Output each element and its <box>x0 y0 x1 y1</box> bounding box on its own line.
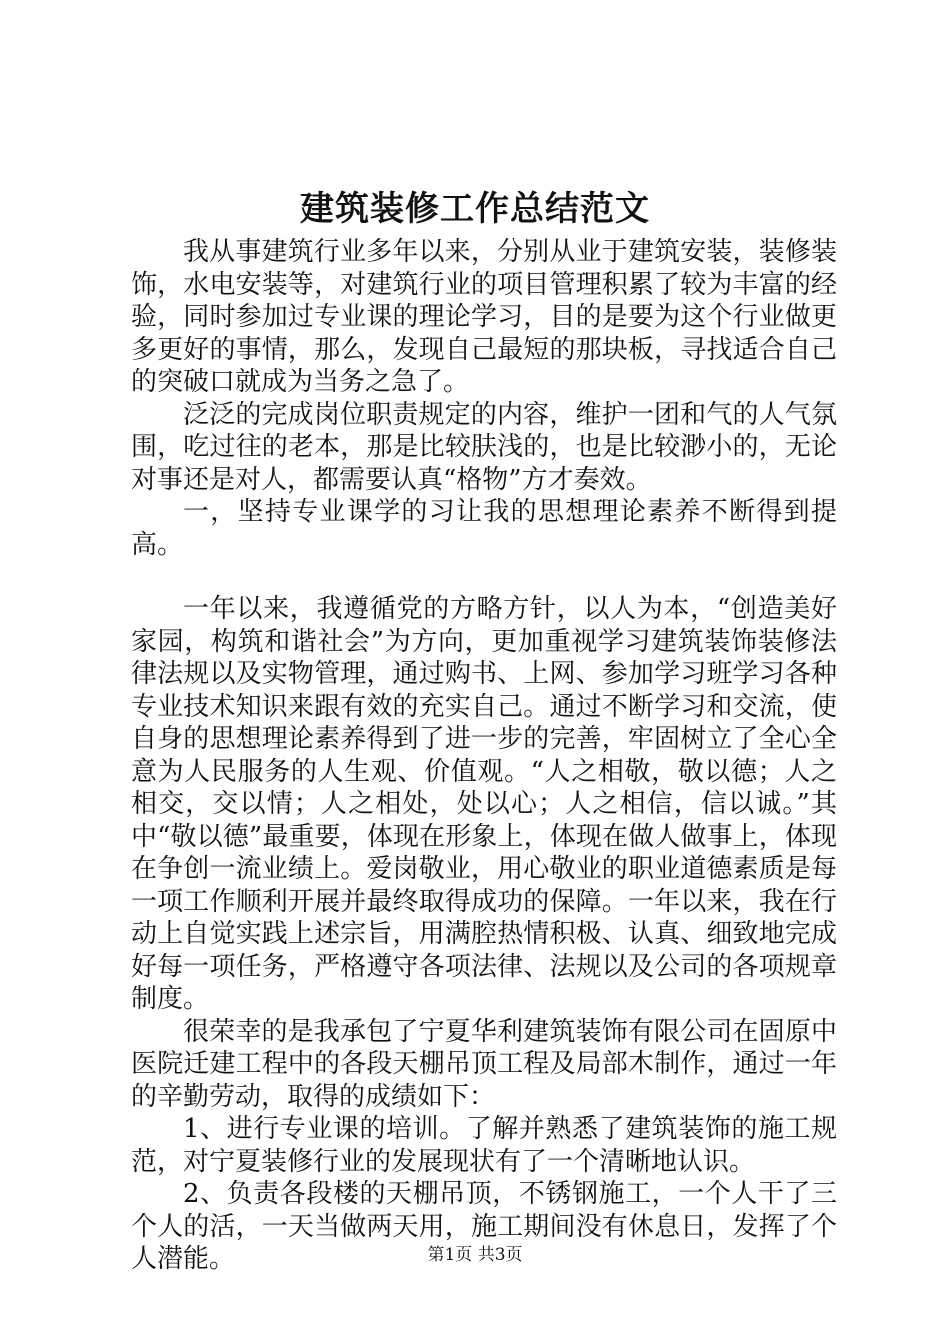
paragraph-intro: 我从事建筑行业多年以来，分别从业于建筑安装，装修装饰，水电安装等，对建筑行业的项目管理积累了较为丰富的经验，同时参加过专业课的理论学习，目的是要为这个行业做更多更好的事情，那么，发现自己最短的那块板，寻找适合自己的突破口就成为当务之急了。 <box>131 237 837 397</box>
list-item-1: 1、进行专业课的培训。了解并熟悉了建筑装饰的施工规范，对宁夏装修行业的发展现状有了一个清晰地认识。 <box>131 1114 837 1177</box>
list-item-2: 2、负责各段楼的天棚吊顶，不锈钢施工，一个人干了三个人的活，一天当做两天用，施工期间没有休息日，发挥了个人潜能。 <box>131 1179 837 1274</box>
document-title: 建筑装修工作总结范文 <box>300 189 650 229</box>
paragraph-attitude: 泛泛的完成岗位职责规定的内容，维护一团和气的人气氛围，吃过往的老本，那是比较肤浅的，也是比较渺小的，无论对事还是对人，都需要认真“格物”方才奏效。 <box>131 399 837 495</box>
page-footer: 第1页 共3页 <box>427 1245 523 1265</box>
section-heading-1: 一，坚持专业课学的习让我的思想理论素养不断得到提高。 <box>131 497 837 560</box>
paragraph-study: 一年以来，我遵循党的方略方针，以人为本，“创造美好家园，构筑和谐社会”为方向，更加重视学习建筑装饰装修法律法规以及实物管理，通过购书、上网、参加学习班学习各种专业技术知识来跟有效的充实自己。通过不断学习和交流，使自身的思想理论素养得到了进一步的完善，牢固树立了全心全意为人民服务的人生观、价值观。“人之相敬，敬以德；人之相交，交以情；人之相处，处以心；人之相信，信以诚。”其中“敬以德”最重要，体现在形象上，体现在做人做事上，体现在争创一流业绩上。爱岗敬业，用心敬业的职业道德素质是每一项工作顺利开展并最终取得成功的保障。一年以来，我在行动上自觉实践上述宗旨，用满腔热情积极、认真、细致地完成好每一项任务，严格遵守各项法律、法规以及公司的各项规章制度。 <box>131 594 837 1014</box>
document-body <box>131 236 837 1276</box>
paragraph-project: 很荣幸的是我承包了宁夏华利建筑装饰有限公司在固原中医院迁建工程中的各段天棚吊顶工程及局部木制作，通过一年的辛勤劳动，取得的成绩如下： <box>131 1016 837 1112</box>
